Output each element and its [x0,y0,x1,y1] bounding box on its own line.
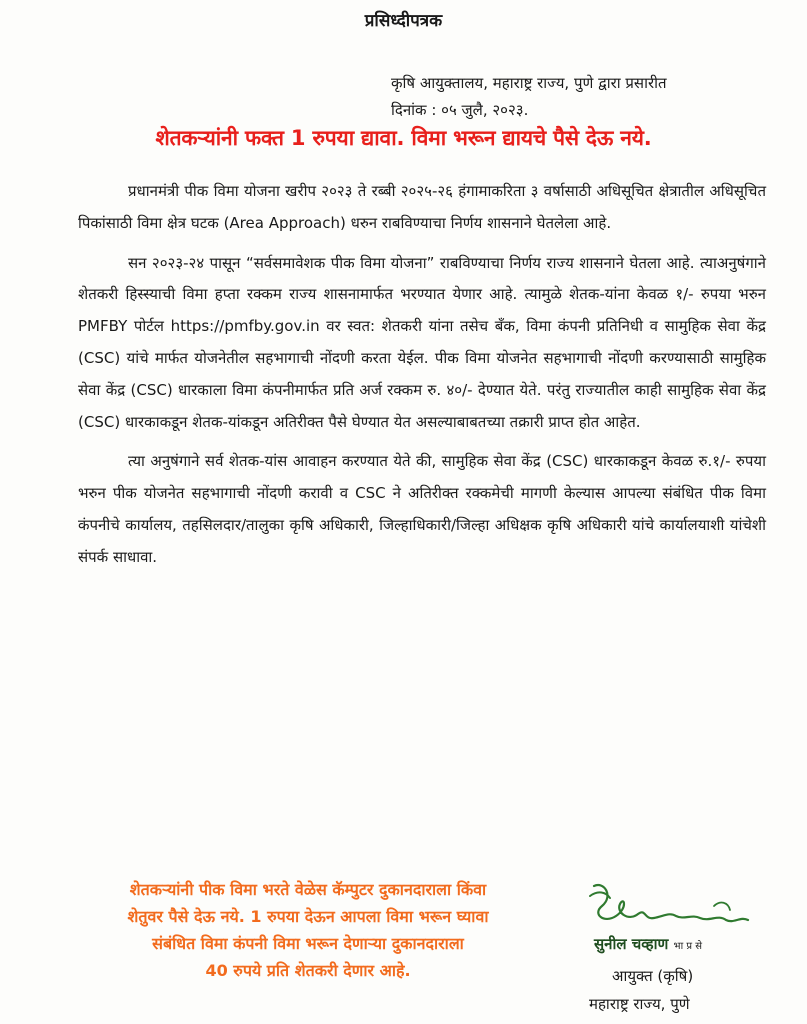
note-line-4: 40 रुपये प्रति शेतकरी देणार आहे. [205,961,411,980]
issuer-line: कृषि आयुक्तालय, महाराष्ट्र राज्य, पुणे द्वारा प्रसारीत [391,74,667,92]
note-line-2: शेतुवर पैसे देऊ नये. 1 रुपया देऊन आपला विमा भरून घ्यावा [127,907,489,926]
signatory-name-text: सुनील चव्हाण [594,935,669,953]
paragraph-1: प्रधानमंत्री पीक विमा योजना खरीप २०२३ ते रब्बी २०२५-२६ हंगामाकरिता ३ वर्षासाठी अधिसूचित क्षेत्रातील अधिसूचित पिकांसाठी विमा क्षेत्र घटक (Area Approach) धरुन राबविण्याचा निर्णय शासनाने घेतलेला आहे. [78,182,766,232]
signatory-name [594,934,702,954]
issuer-block [391,70,667,124]
date-line: दिनांक : ०५ जुलै, २०२३. [391,101,529,119]
signatory-suffix: भा प्र से [673,941,702,952]
signature-block [584,876,794,1016]
note-line-1: शेतकऱ्यांनी पीक विमा भरते वेळेस कॅम्पुटर दुकानदाराला किंवा [129,880,487,899]
note-line-3: संबंधित विमा कंपनी विमा भरून देणाऱ्या दुकानदाराला [152,934,464,953]
headline: शेतकऱ्यांनी फक्त 1 रुपया द्यावा. विमा भरून द्यायचे पैसे देऊ नये. [155,126,652,150]
paragraph-3: त्या अनुषंगाने सर्व शेतक-यांस आवाहन करण्यात येते की, सामुहिक सेवा केंद्र (CSC) धारकाकडून केवळ रु.१/- रुपया भरुन पीक योजनेत सहभागाची नोंदणी करावी व CSC ने अतिरीक्त रक्कमेची मागणी केल्यास आपल्या संबंधित पीक विमा कंपनीचे कार्यालय, तहसिलदार/तालुका कृषि अधिकारी, जिल्हाधिकारी/जिल्हा अधिक्षक कृषि अधिकारी यांचे कार्यालयाशी यांचेशी संपर्क साधावा. [78,452,766,566]
document-title: प्रसिध्दीपत्रक [364,11,443,31]
signatory-post: आयुक्त (कृषि) [612,967,694,985]
body-text [78,176,766,574]
handwritten-signature [584,876,784,936]
highlight-note [28,876,588,984]
paragraph-2: सन २०२३-२४ पासून “सर्वसमावेशक पीक विमा योजना” राबविण्याचा निर्णय राज्य शासनाने घेतला आहे. त्याअनुषंगाने शेतकरी हिस्स्याची विमा हप्ता रक्कम राज्य शासनामार्फत भरण्यात येणार आहे. त्यामुळे शेतक-यांना केवळ १/- रुपया भरुन PMFBY पोर्टल https://pmfby.gov.in वर स्वत: शेतकरी यांना तसेच बँक, विमा कंपनी प्रतिनिधी व सामुहिक सेवा केंद्र (CSC) यांचे मार्फत योजनेतील सहभागाची नोंदणी करता येईल. पीक विमा योजनेत सहभागाची नोंदणी करण्यासाठी सामुहिक सेवा केंद्र (CSC) धारकाला विमा कंपनीमार्फत प्रति अर्ज रक्कम रु. ४०/- देण्यात येते. परंतु राज्यातील काही सामुहिक सेवा केंद्र (CSC) धारकाकडून शेतक-यांकडून अतिरीक्त पैसे घेण्यात येत असल्याबाबतच्या तक्रारी प्राप्त होत आहेत. [78,253,766,431]
signatory-place: महाराष्ट्र राज्य, पुणे [589,995,690,1013]
